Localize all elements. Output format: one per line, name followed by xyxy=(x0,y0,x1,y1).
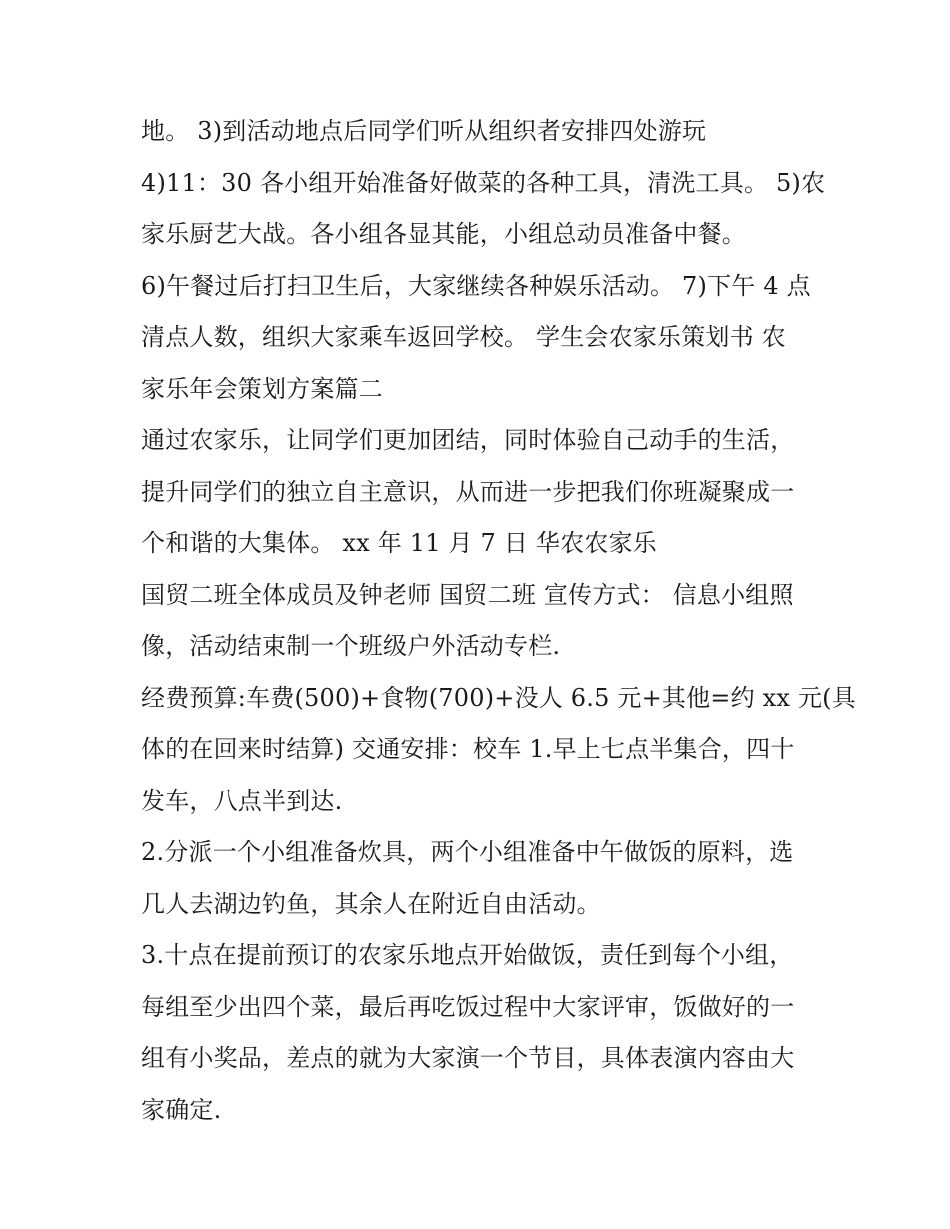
text-line: 组有小奖品，差点的就为大家演一个节目，具体表演内容由大 xyxy=(141,1044,795,1072)
text-line: 提升同学们的独立自主意识，从而进一步把我们你班凝聚成一 xyxy=(141,477,795,506)
text-line: 通过农家乐，让同学们更加团结，同时体验自己动手的生活， xyxy=(141,426,795,454)
text-line: 4)11：30 各小组开始准备好做菜的各种工具，清洗工具。 5)农 xyxy=(141,168,826,197)
text-line: 个和谐的大集体。 xx 年 11 月 7 日 华农农家乐 xyxy=(141,529,657,557)
text-line: 清点人数，组织大家乘车返回学校。 学生会农家乐策划书 农 xyxy=(141,323,786,351)
text-line: 家乐年会策划方案篇二 xyxy=(141,374,383,403)
text-line: 家乐厨艺大战。各小组各显其能，小组总动员准备中餐。 xyxy=(141,220,746,248)
text-line: 地。 3)到活动地点后同学们听从组织者安排四处游玩 xyxy=(141,117,707,145)
text-line: 2.分派一个小组准备炊具，两个小组准备中午做饭的原料，选 xyxy=(141,838,794,866)
text-line: 国贸二班全体成员及钟老师 国贸二班 宣传方式： 信息小组照 xyxy=(141,580,794,609)
text-line: 6)午餐过后打扫卫生后，大家继续各种娱乐活动。 7)下午 4 点 xyxy=(141,271,811,300)
document-body xyxy=(141,106,856,1136)
text-line: 几人去湖边钓鱼，其余人在附近自由活动。 xyxy=(141,889,601,918)
text-line: 家确定. xyxy=(141,1095,222,1124)
text-line: 发车，八点半到达. xyxy=(141,786,343,815)
text-line: 每组至少出四个菜，最后再吃饭过程中大家评审，饭做好的一 xyxy=(141,992,795,1021)
text-line: 经费预算:车费(500)+食物(700)+没人 6.5 元+其他=约 xx 元(具 xyxy=(141,683,856,712)
text-line: 体的在回来时结算) 交通安排：校车 1.早上七点半集合，四十 xyxy=(141,735,795,763)
text-line: 3.十点在提前预订的农家乐地点开始做饭，责任到每个小组， xyxy=(141,941,794,969)
text-line: 像，活动结束制一个班级户外活动专栏. xyxy=(141,632,561,660)
